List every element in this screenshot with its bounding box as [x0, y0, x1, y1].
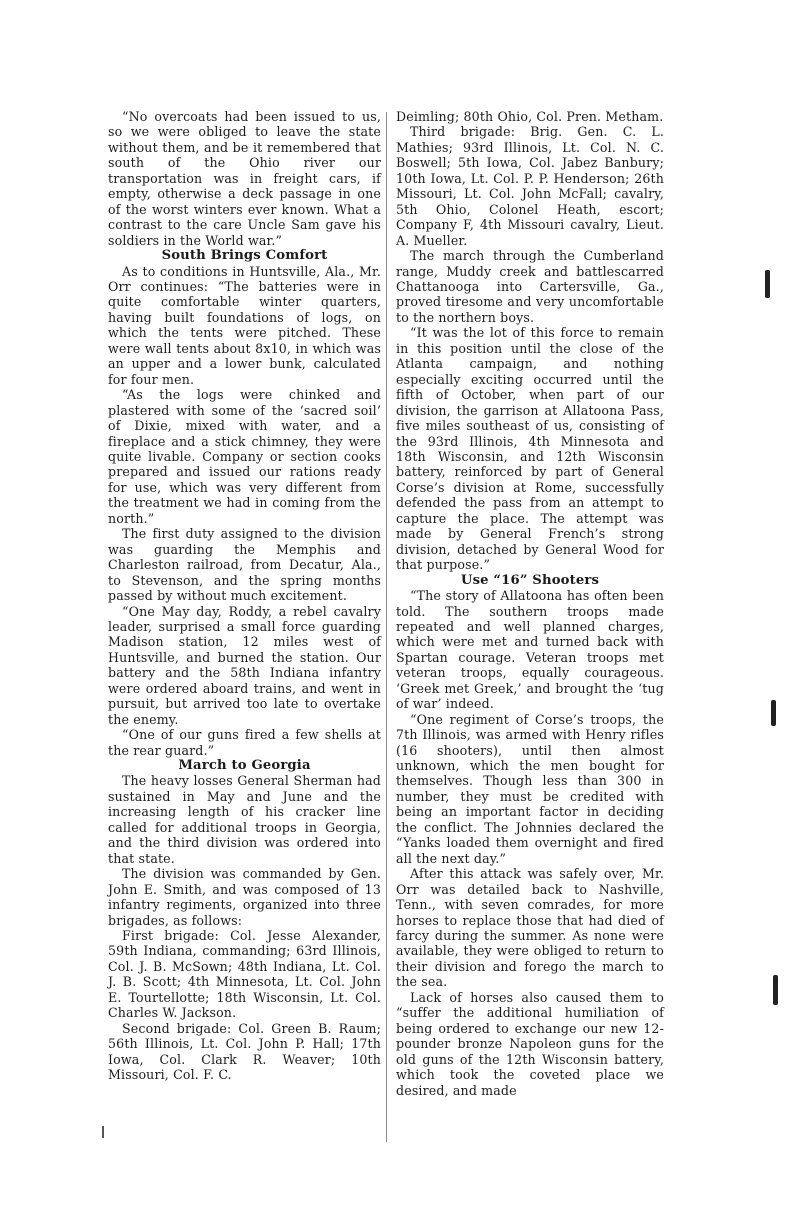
paragraph: First brigade: Col. Jesse Alexander, 59th Indiana, commanding; 63rd Illinois, Col. J. B. McSown; 48th Indiana, Lt. Col. J. B. Scott; 4th Minnesota, Lt. Col. John E. Tourtellotte; 18th Wisconsin, Lt. Col. Charles W. Jackson.: [108, 928, 381, 1021]
paragraph: Lack of horses also caused them to “suffer the additional humiliation of being ordered to exchange our new 12-pounder bronze Napoleon guns for the old guns of the 12th Wisconsin battery, which took the coveted place we desired, and made: [396, 989, 664, 1098]
paragraph: The division was commanded by Gen. John E. Smith, and was composed of 13 infantry regiments, organized into three brigades, as follows:: [108, 866, 381, 928]
left-column: [108, 109, 381, 1083]
paragraph: “One of our guns fired a few shells at the rear guard.”: [108, 727, 381, 758]
paragraph: “No overcoats had been issued to us, so we were obliged to leave the state without them, and be it remembered that south of the Ohio river our transportation was in freight cars, if empty, otherwise a deck passage in one of the worst winters ever known. What a contrast to the care Uncle Sam gave his soldiers in the World war.”: [108, 109, 381, 248]
paragraph: Second brigade: Col. Green B. Raum; 56th Illinois, Lt. Col. John P. Hall; 17th Iowa, Col. Clark R. Weaver; 10th Missouri, Col. F. C.: [108, 1020, 381, 1083]
paragraph: “As the logs were chinked and plastered with some of the ‘sacred soil’ of Dixie, mixed with water, and a fireplace and a stick chimney, they were quite livable. Company or section cooks prepared and issued our rations ready for use, which was very different from the treatment we had in coming from the north.”: [108, 387, 381, 526]
ink-blot: [765, 270, 770, 298]
paragraph: The march through the Cumberland range, Muddy creek and battlescarred Chattanooga into Cartersville, Ga., proved tiresome and very uncomfortable to the northern boys.: [396, 248, 664, 325]
ink-blot: [773, 975, 778, 1005]
paragraph: Deimling; 80th Ohio, Col. Pren. Metham.: [396, 109, 664, 124]
paragraph: The heavy losses General Sherman had sustained in May and June and the increasing length of his cracker line called for additional troops in Georgia, and the third division was ordered into that state.: [108, 773, 381, 866]
paragraph: “The story of Allatoona has often been told. The southern troops made repeated and well planned charges, which were met and turned back with Spartan courage. Veteran troops met veteran troops, equally courageous. ‘Greek met Greek,’ and brought the ‘tug of war’ indeed.: [396, 588, 664, 712]
paragraph: As to conditions in Huntsville, Ala., Mr. Orr continues: “The batteries were in quite comfortable winter quarters, having built foundations of logs, on which the tents were pitched. These were wall tents about 8x10, in which was an upper and a lower bunk, calculated for four men.: [108, 263, 381, 387]
paragraph: Third brigade: Brig. Gen. C. L. Mathies; 93rd Illinois, Lt. Col. N. C. Boswell; 5th Iowa, Col. Jabez Banbury; 10th Iowa, Lt. Col. P. P. Henderson; 26th Missouri, Lt. Col. John McFall; cavalry, 5th Ohio, Colonel Heath, escort; Company F, 4th Missouri cavalry, Lieut. A. Mueller.: [396, 124, 664, 248]
paragraph: “One May day, Roddy, a rebel cavalry leader, surprised a small force guarding Madison station, 12 miles west of Huntsville, and burned the station. Our battery and the 58th Indiana infantry were ordered aboard trains, and went in pursuit, but arrived too late to overtake the enemy.: [108, 603, 381, 727]
section-heading: South Brings Comfort: [161, 248, 328, 264]
paragraph: After this attack was safely over, Mr. Orr was detailed back to Nashville, Tenn., with seven comrades, for more horses to replace those that had died of farcy during the summer. As none were available, they were obliged to return to their division and forego the march to the sea.: [396, 866, 664, 990]
right-column: [396, 109, 664, 1098]
paragraph: “It was the lot of this force to remain in this position until the close of the Atlanta campaign, and nothing especially exciting occurred until the fifth of October, when part of our division, the garrison at Allatoona Pass, five miles southeast of us, consisting of the 93rd Illinois, 4th Minnesota and 18th Wisconsin, and 12th Wisconsin battery, reinforced by part of General Corse’s division at Rome, successfully defended the pass from an attempt to capture the place. The attempt was made by General French’s strong division, detached by General Wood for that purpose.”: [396, 325, 664, 573]
margin-mark: [102, 1126, 104, 1138]
section-heading: March to Georgia: [178, 758, 311, 774]
section-heading: Use “16” Shooters: [460, 572, 600, 588]
column-divider: [386, 112, 387, 1142]
paragraph: “One regiment of Corse’s troops, the 7th Illinois, was armed with Henry rifles (16 shooters), until then almost unknown, which the men bought for themselves. Though less than 300 in number, they must be credited with being an important factor in deciding the conflict. The Johnnies declared the “Yanks loaded them overnight and fired all the next day.”: [396, 711, 664, 866]
ink-blot: [771, 700, 776, 726]
paragraph: The first duty assigned to the division was guarding the Memphis and Charleston railroad, from Decatur, Ala., to Stevenson, and the spring months passed by without much excitement.: [108, 526, 381, 604]
